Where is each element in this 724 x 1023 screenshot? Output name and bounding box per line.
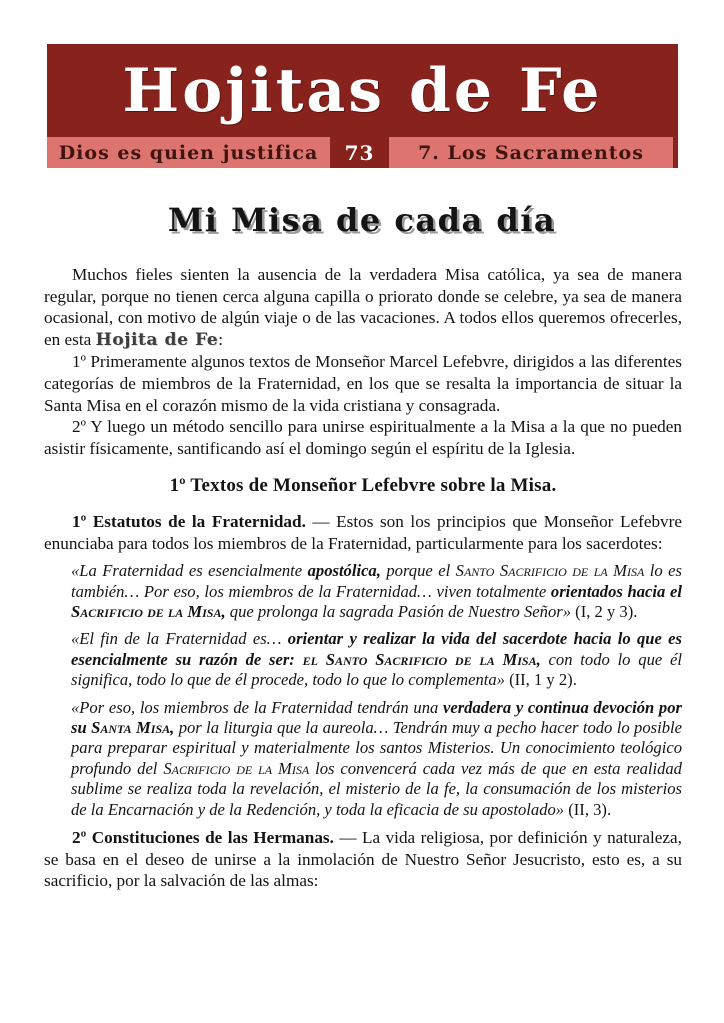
text-segment: porque el [380,561,456,581]
text-segment: verdadera y continua devoción por su [71,697,682,737]
text-segment: «El fin de la Fraternidad es… [71,629,288,649]
text-segment: 1º Estatutos de la Fraternidad. [72,511,306,531]
body-paragraph [44,511,682,554]
text-segment: (II, 1 y 2). [509,670,577,690]
masthead-motto: Dios es quien justifica [47,137,330,168]
text-segment: Sacrificio de la Misa [163,758,310,778]
article-title: Mi Misa de cada día [167,201,557,239]
masthead [47,44,678,168]
text-segment: los convencerá cada vez más de que en esta realidad sublime se realiza toda la revelación, el misterio de la fe, la consumación de los misterios de la Encarnación y de la Redención, y toda la eficacia de su apostolado» [71,758,682,819]
text-segment: 1º Primeramente algunos textos de Monseñor Marcel Lefebvre, dirigidos a las diferentes categorías de miembros de la Fraternidad, en los que se resalta la importancia de situar la Santa Misa en el corazón mismo de la vida cristiana y consagrada. [44,352,682,415]
text-segment: 1º Textos de Monseñor Lefebvre sobre la Misa. [169,475,557,497]
publication-title: Hojitas de Fe [122,55,603,126]
text-segment: Muchos fieles sienten la ausencia de la verdadera Misa católica, ya sea de manera regular, porque no tienen cerca alguna capilla o priorato donde se celebre, ya sea de manera ocasional, con motivo de algún viaje o de las vacaciones. A todos ellos queremos ofrecerles, en esta [44,265,682,349]
quote-paragraph [71,629,682,690]
text-segment: que prolonga la sagrada Pasión de Nuestro Señor» [225,601,576,621]
text-segment: orientar y realizar la vida del sacerdote hacia lo que es esencialmente su razón de ser: [71,629,682,669]
body-paragraph [44,264,682,351]
quote-paragraph [71,698,682,820]
body-paragraph [44,351,682,416]
section-heading [44,475,682,497]
text-segment: 2º Y luego un método sencillo para unirse espiritualmente a la Misa a la que no pueden asistir físicamente, santificando así el domingo según el espíritu de la Iglesia. [44,417,682,458]
body-paragraph [44,416,682,459]
text-segment: con todo lo que él significa, todo lo que de él procede, todo lo que lo complementa» [71,649,682,690]
text-segment: «La Fraternidad es esencialmente [71,561,308,581]
article-body [44,264,682,892]
text-segment: orientados hacia el [550,581,682,601]
text-segment: : [218,329,223,349]
text-segment: Santo Sacrificio de la Misa [455,561,645,581]
article [0,168,724,892]
quote-paragraph [71,561,682,622]
text-segment: «Por eso, los miembros de la Fraternidad tendrán una [71,697,443,717]
text-segment: el Santo Sacrificio de la Misa, [302,649,541,669]
text-segment: (II, 3). [568,799,612,819]
text-segment: Santa Misa, [91,717,175,737]
text-segment: (I, 2 y 3). [575,601,638,621]
text-segment: Sacrificio de la Misa, [71,601,226,621]
text-segment: — La vida religiosa, por definición y naturaleza, se basa en el deseo de unirse a la inmolación de Nuestro Señor Jesucristo, esto es, a su sacrificio, por la salvación de las almas: [44,828,682,891]
text-segment: apostólica, [307,561,381,581]
text-segment: Hojita de Fe [95,329,219,350]
masthead-series: 7. Los Sacramentos [389,137,673,168]
masthead-bar [47,137,678,168]
text-segment: lo es también… Por eso, los miembros de la Fraternidad… viven totalmente [71,561,682,601]
body-paragraph [44,827,682,892]
text-segment: — Estos son los principios que Monseñor Lefebvre enunciaba para todos los miembros de la Fraternidad, particularmente para los sacerdotes: [44,511,682,553]
text-segment: por la liturgia que la aureola… Tendrán muy a pecho hacer todo lo posible para preparar espiritual y materialmente los santos Misterios. Un conocimiento teológico profundo del [71,717,682,778]
text-segment: 2º Constituciones de las Hermanas. [72,828,334,847]
issue-number: 73 [344,140,375,165]
